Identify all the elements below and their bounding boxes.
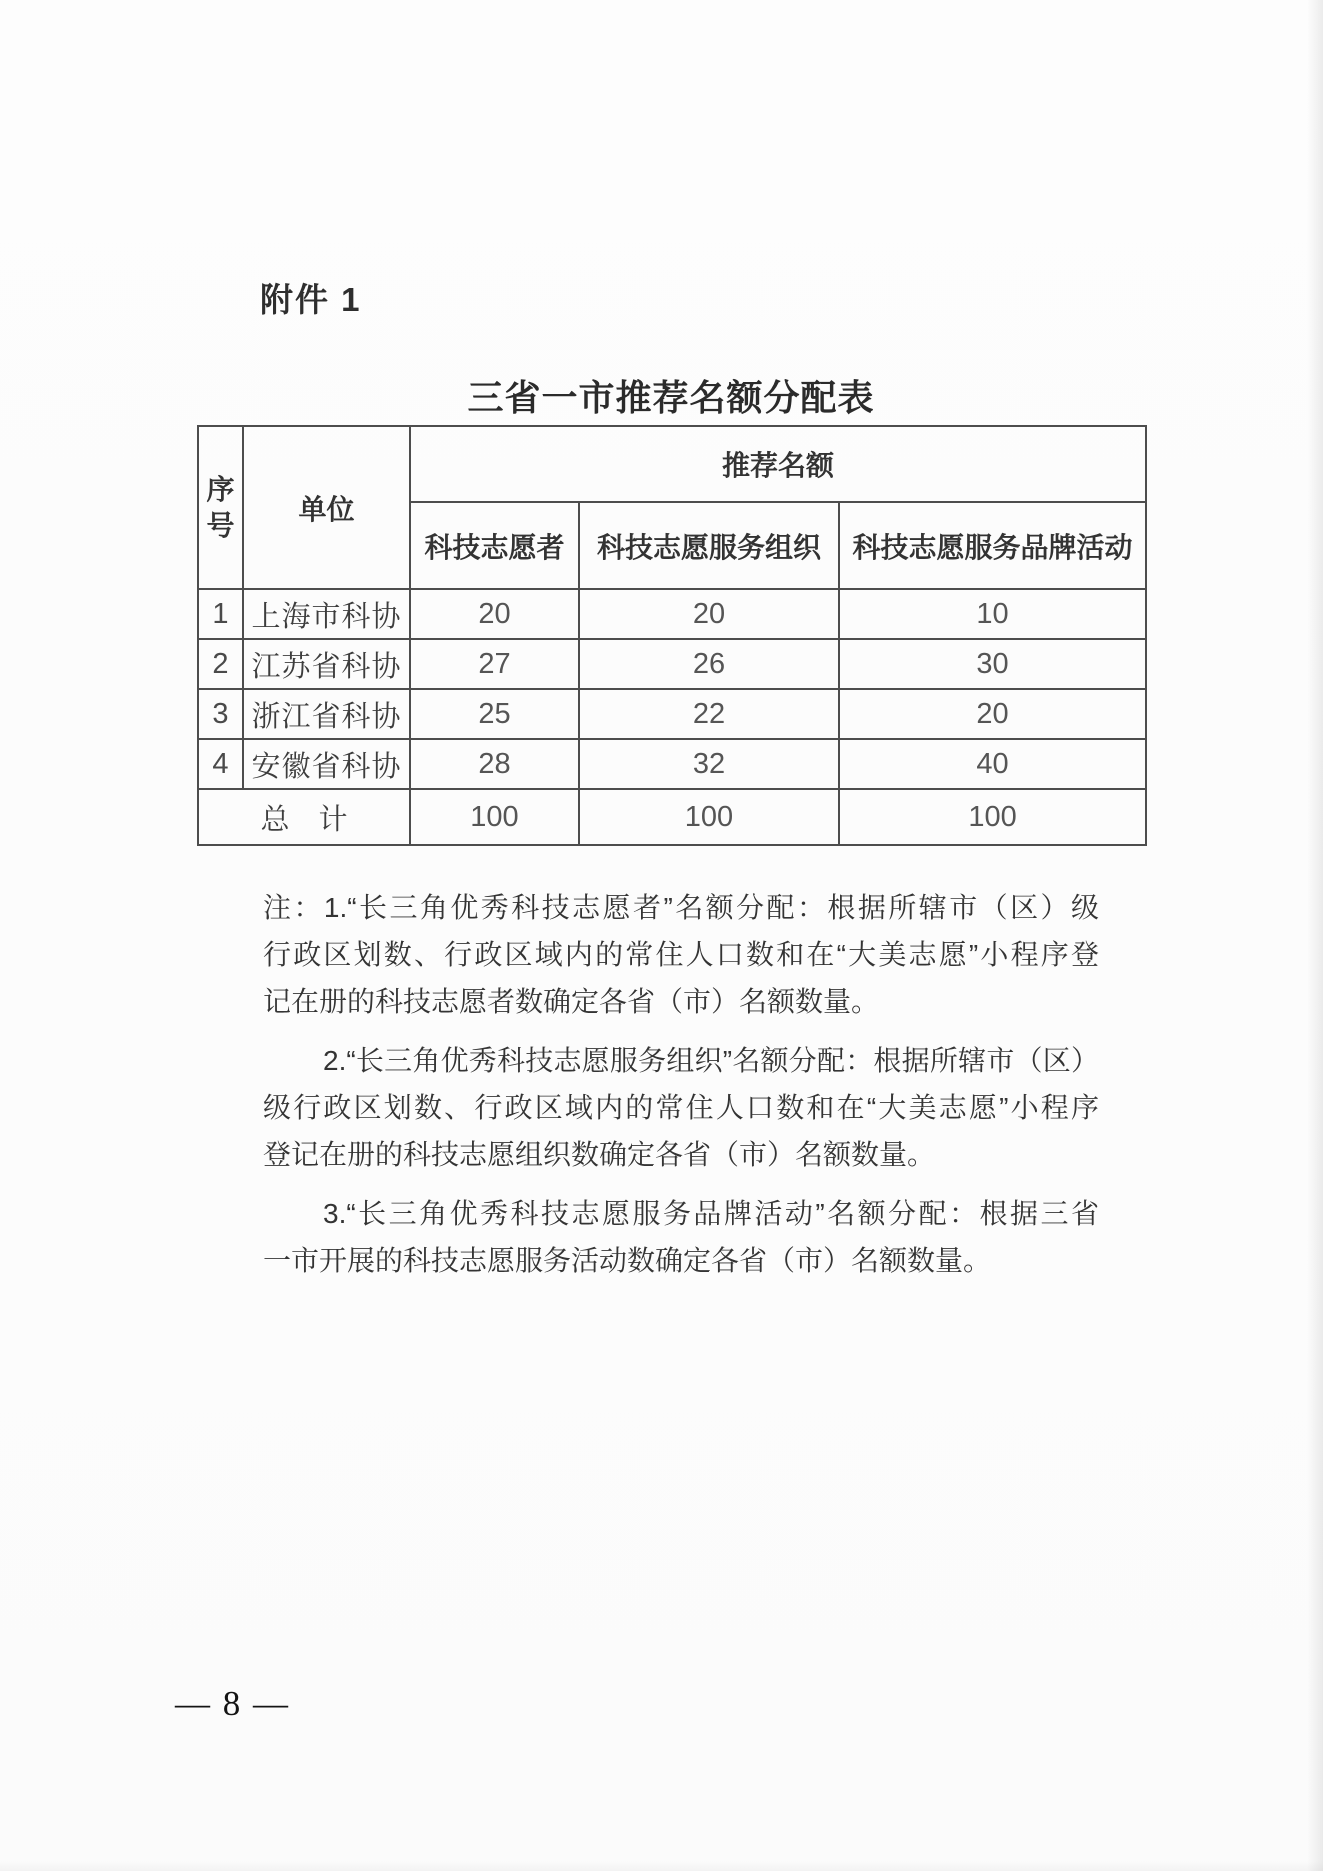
header-cell-quota-group: 推荐名额: [410, 426, 1146, 502]
table-row: [198, 689, 1146, 739]
header-cell-index: 序号: [198, 426, 243, 589]
cell-brand-activities: 10: [839, 589, 1146, 639]
cell-unit: 安徽省科协: [243, 739, 410, 789]
cell-organizations: 20: [579, 589, 839, 639]
cell-brand-activities: 20: [839, 689, 1146, 739]
note-line: 注：1.“长三角优秀科技志愿者”名额分配：根据所辖市（区）级: [263, 892, 1099, 923]
cell-volunteers: 25: [410, 689, 579, 739]
table-row: [198, 739, 1146, 789]
header-cell-organizations: 科技志愿服务组织: [579, 502, 839, 589]
note-line: 记在册的科技志愿者数确定各省（市）名额数量。: [263, 986, 880, 1017]
cell-organizations: 26: [579, 639, 839, 689]
header-cell-volunteers: 科技志愿者: [410, 502, 579, 589]
notes-section: [263, 884, 1099, 1284]
scan-edge-shadow: [1307, 0, 1323, 1871]
cell-organizations: 32: [579, 739, 839, 789]
cell-brand-activities: 30: [839, 639, 1146, 689]
attachment-label: 附件 1: [260, 281, 362, 318]
cell-unit: 江苏省科协: [243, 639, 410, 689]
cell-index: 4: [198, 739, 243, 789]
cell-unit: 浙江省科协: [243, 689, 410, 739]
quota-allocation-table: [197, 425, 1147, 846]
total-volunteers: 100: [410, 789, 579, 845]
note-paragraph-3: [263, 1190, 1099, 1284]
page-number-footer: — 8 —: [175, 1684, 290, 1723]
note-line: 登记在册的科技志愿组织数确定各省（市）名额数量。: [263, 1139, 936, 1170]
header-cell-unit: 单位: [243, 426, 410, 589]
note-line: 级行政区划数、行政区域内的常住人口数和在“大美志愿”小程序: [263, 1092, 1099, 1123]
cell-organizations: 22: [579, 689, 839, 739]
cell-unit: 上海市科协: [243, 589, 410, 639]
cell-index: 2: [198, 639, 243, 689]
cell-volunteers: 20: [410, 589, 579, 639]
note-line: 一市开展的科技志愿服务活动数确定各省（市）名额数量。: [263, 1245, 992, 1276]
table-header-row-1: [198, 426, 1146, 502]
cell-index: 3: [198, 689, 243, 739]
table-total-row: [198, 789, 1146, 845]
note-line: 2.“长三角优秀科技志愿服务组织”名额分配：根据所辖市（区）: [323, 1045, 1099, 1076]
note-paragraph-1: [263, 884, 1099, 1025]
table-row: [198, 589, 1146, 639]
cell-brand-activities: 40: [839, 739, 1146, 789]
note-paragraph-2: [263, 1037, 1099, 1178]
document-title: 三省一市推荐名额分配表: [467, 377, 875, 418]
total-brand-activities: 100: [839, 789, 1146, 845]
cell-volunteers: 27: [410, 639, 579, 689]
header-cell-brand-activities: 科技志愿服务品牌活动: [839, 502, 1146, 589]
note-line: 3.“长三角优秀科技志愿服务品牌活动”名额分配：根据三省: [323, 1198, 1099, 1229]
total-organizations: 100: [579, 789, 839, 845]
cell-volunteers: 28: [410, 739, 579, 789]
scan-bottom-shadow: [0, 1861, 1323, 1871]
total-label-cell: 总 计: [198, 789, 410, 845]
cell-index: 1: [198, 589, 243, 639]
note-line: 行政区划数、行政区域内的常住人口数和在“大美志愿”小程序登: [263, 939, 1099, 970]
table-row: [198, 639, 1146, 689]
